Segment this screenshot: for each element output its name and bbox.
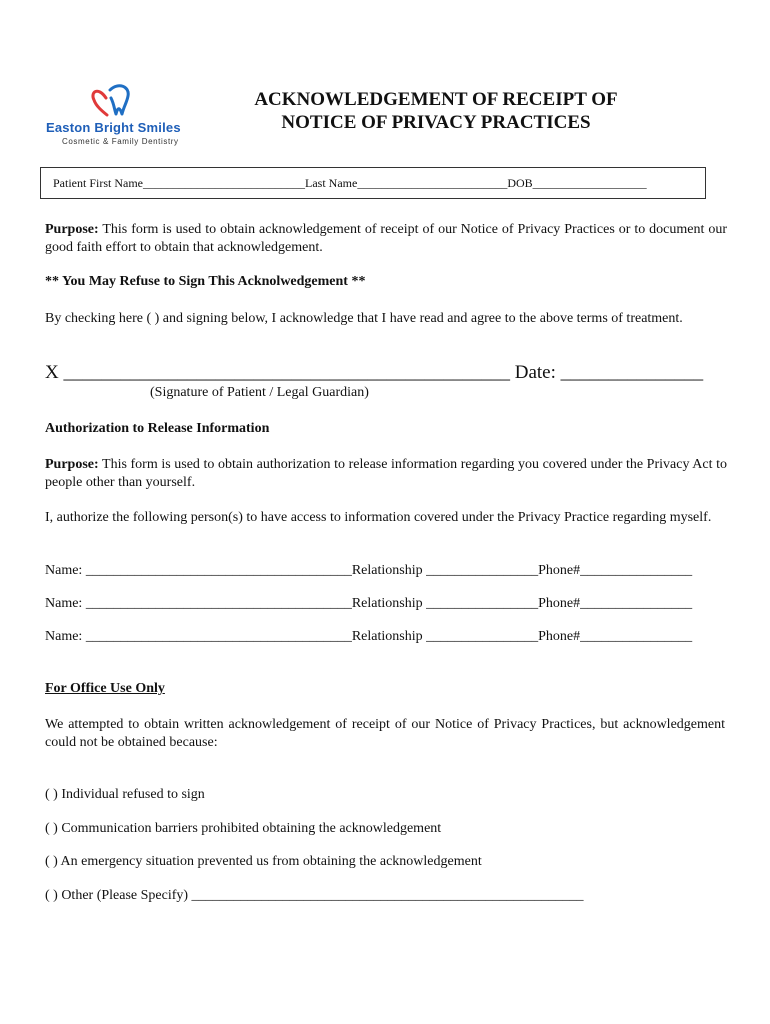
practice-logo [44, 80, 194, 150]
name-field[interactable]: ______________________________________ [85, 629, 352, 644]
name-label: Name: [45, 563, 86, 578]
authorization-purpose-label: Purpose: [45, 457, 99, 472]
first-name-field[interactable]: ___________________________ [143, 176, 305, 190]
last-name-field[interactable]: _________________________ [357, 176, 508, 190]
title-line-1: ACKNOWLEDGEMENT OF RECEIPT OF [254, 89, 618, 110]
authorized-person-row [45, 596, 692, 612]
signature-line[interactable]: X _______________________________________________ Date: _______________ [45, 362, 704, 383]
office-option-other[interactable]: ( ) Other (Please Specify) ________________________________________________________ [45, 888, 584, 903]
phone-field[interactable]: ________________ [580, 596, 693, 611]
phone-label: Phone# [538, 629, 581, 644]
authorization-purpose-text: This form is used to obtain authorization to release information regarding you covered under the Privacy Act to people other than yourself. [45, 457, 727, 490]
title-line-2: NOTICE OF PRIVACY PRACTICES [281, 112, 591, 133]
name-field[interactable]: ______________________________________ [85, 563, 352, 578]
phone-label: Phone# [538, 563, 581, 578]
office-option-communication[interactable]: ( ) Communication barriers prohibited obtaining the acknowledgement [45, 821, 442, 836]
authorization-heading: Authorization to Release Information [45, 421, 270, 436]
relationship-field[interactable]: ________________ [426, 596, 539, 611]
office-use-text: We attempted to obtain written acknowledgement of receipt of our Notice of Privacy Practices, but acknowledgement could not be obtained because: [45, 717, 725, 750]
office-use-heading: For Office Use Only [45, 681, 165, 696]
purpose-label: Purpose: [45, 222, 99, 237]
office-option-emergency[interactable]: ( ) An emergency situation prevented us from obtaining the acknowledgement [45, 854, 482, 869]
relationship-field[interactable]: ________________ [426, 563, 539, 578]
first-name-label: Patient First Name [53, 176, 143, 190]
phone-label: Phone# [538, 596, 581, 611]
refuse-notice: ** You May Refuse to Sign This Acknolwedgement ** [45, 274, 366, 289]
authorization-purpose [45, 456, 727, 492]
relationship-label: Relationship [351, 563, 427, 578]
name-label: Name: [45, 629, 86, 644]
purpose-paragraph [45, 221, 727, 257]
last-name-label: Last Name [305, 176, 358, 190]
document-title [236, 88, 636, 134]
relationship-label: Relationship [351, 629, 427, 644]
phone-field[interactable]: ________________ [580, 629, 693, 644]
name-label: Name: [45, 596, 86, 611]
relationship-label: Relationship [351, 596, 427, 611]
tooth-heart-icon [44, 80, 194, 120]
logo-name: Easton Bright Smiles [46, 120, 181, 135]
authorized-person-row [45, 629, 692, 645]
logo-tagline: Cosmetic & Family Dentistry [62, 137, 179, 146]
office-option-refused[interactable]: ( ) Individual refused to sign [45, 787, 205, 802]
dob-field[interactable]: ___________________ [532, 176, 647, 190]
name-field[interactable]: ______________________________________ [85, 596, 352, 611]
authorized-person-row [45, 563, 692, 579]
authorize-text: I, authorize the following person(s) to have access to information covered under the Privacy Practice regarding myself. [45, 510, 712, 525]
phone-field[interactable]: ________________ [580, 563, 693, 578]
purpose-text: This form is used to obtain acknowledgement of receipt of our Notice of Privacy Practices or to document our good faith effort to obtain that acknowledgement. [45, 222, 727, 255]
patient-info-box [40, 167, 706, 199]
signature-caption: (Signature of Patient / Legal Guardian) [150, 385, 369, 400]
dob-label: DOB [507, 176, 533, 190]
relationship-field[interactable]: ________________ [426, 629, 539, 644]
consent-text: By checking here ( ) and signing below, I acknowledge that I have read and agree to the above terms of treatment. [45, 311, 683, 326]
